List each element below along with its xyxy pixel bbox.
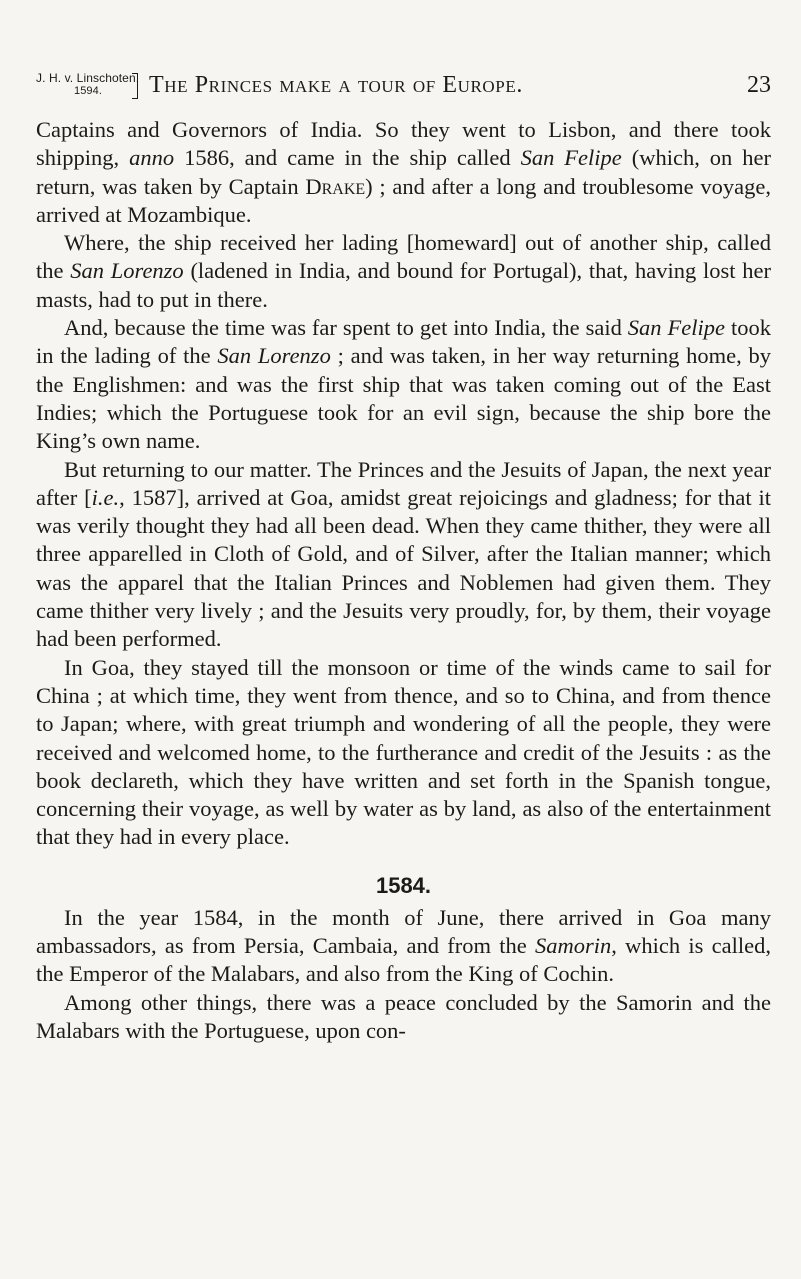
text-segment: In the year 1584, in the month of June, there arrived in Goa many ambassadors, as from Persia, Cambaia, and from the	[36, 904, 771, 959]
body-text	[36, 116, 771, 1045]
text-segment: ) ; and after a long and troublesome voyage, arrived at Mozambique.	[36, 173, 771, 227]
paragraph	[36, 456, 771, 654]
smallcaps-text: Drake	[305, 173, 366, 199]
italic-text: San Lorenzo	[217, 343, 331, 369]
page-header	[36, 70, 771, 106]
paragraph	[36, 989, 771, 1046]
text-segment: And, because the time was far spent to get into India, the said	[64, 315, 628, 341]
italic-text: San Felipe	[627, 315, 725, 341]
running-title: The Princes make a tour of Europe.	[149, 72, 523, 98]
year-heading: 1584.	[375, 872, 432, 898]
text-segment: took in the lading of the	[36, 315, 771, 369]
text-segment: Captains and Governors of India. So they went to Lisbon, and there took shipping,	[36, 117, 771, 171]
text-segment: , which is called, the Emperor of the Malabars, and also from the King of Cochin.	[36, 933, 771, 987]
paragraph	[36, 314, 771, 455]
text-segment: Where, the ship received her lading [homeward] out of another ship, called the	[36, 230, 771, 284]
paragraph	[36, 654, 771, 852]
paragraph	[36, 229, 771, 314]
text-segment: (ladened in India, and bound for Portugal), that, having lost her masts, had to put in there.	[36, 258, 771, 312]
sidenote-author: J. H. v. Linschoten.	[36, 71, 140, 85]
italic-text: i.e.	[91, 484, 120, 510]
paragraph	[36, 904, 771, 989]
sidenote-bracket	[132, 73, 138, 99]
page-number: 23	[747, 72, 771, 98]
text-segment: (which, on her return, was taken by Captain	[36, 145, 771, 199]
text-segment: 1586, and came in the ship called	[174, 145, 521, 171]
italic-text: San Lorenzo	[70, 258, 184, 284]
text-segment: Among other things, there was a peace concluded by the Samorin and the Malabars with the Portuguese, upon con-	[36, 989, 771, 1043]
sidenote-year: 1594.	[74, 85, 103, 97]
italic-text: anno	[129, 145, 175, 171]
paragraph	[36, 116, 771, 229]
italic-text: San Felipe	[520, 145, 622, 171]
text-segment: But returning to our matter. The Princes and the Jesuits of Japan, the next year after [	[36, 456, 771, 510]
italic-text: Samorin	[535, 933, 612, 959]
text-segment: ; and was taken, in her way returning home, by the Englishmen: and was the first ship that was taken coming out of the East Indies; which the Portuguese took for an evil sign, because the ship bore the King’s own name.	[36, 343, 771, 454]
text-segment: , 1587], arrived at Goa, amidst great rejoicings and gladness; for that it was verily thought they had all been dead. When they came thither, they were all three apparelled in Cloth of Gold, and of Silver, after the Italian manner; which was the apparel that the Italian Princes and Noblemen had given them. They came thither very lively ; and the Jesuits very proudly, for, by them, their voyage had been performed.	[36, 484, 772, 652]
text-segment: In Goa, they stayed till the monsoon or time of the winds came to sail for China ; at which time, they went from thence, and so to China, and from thence to Japan; where, with great triumph and wondering of all the people, they were received and welcomed home, to the furtherance and credit of the Jesuits : as the book declareth, which they have written and set forth in the Spanish tongue, concerning their voyage, as well by water as by land, as also of the entertainment that they had in every place.	[36, 654, 771, 850]
